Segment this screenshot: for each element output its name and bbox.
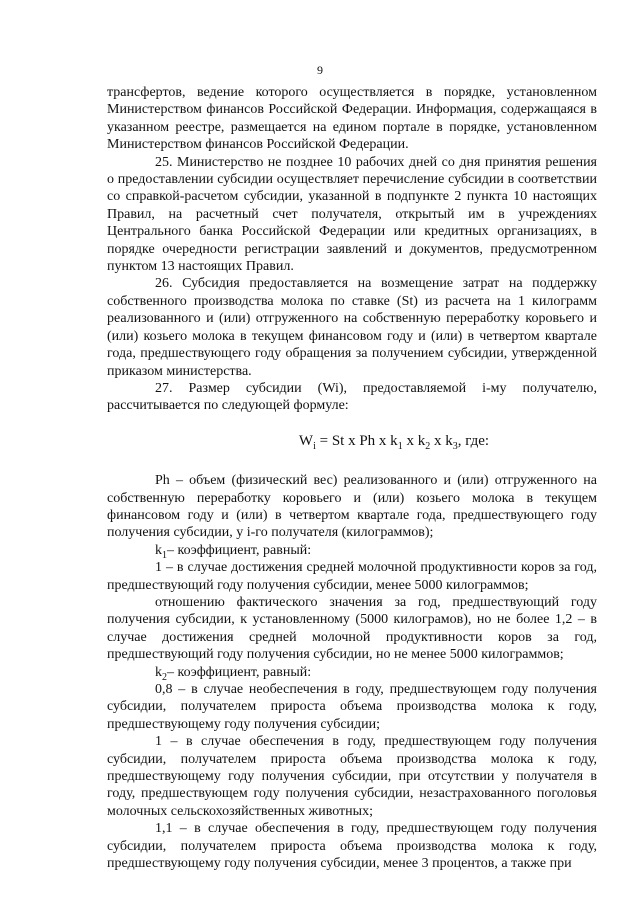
document-body [107, 84, 597, 872]
paragraph-continuation: трансфертов, ведение которого осуществляется в порядке, установленном Министерством финансов Российской Федерации. Информация, содержащаяся в указанном реестре, размещается на едином портале в порядке, установленном Министерством финансов Российской Федерации. [107, 85, 597, 153]
paragraph-k1-case-b: отношению фактического значения за год, предшествующий году получения субсидии, к установленному (5000 килограмов), но не более 1,2 – в случае достижения средней молочной продуктивности коров за год, предшествующий году получения субсидии, но не менее 5000 килограммов; [107, 594, 597, 663]
paragraph-k2-case-b: 1 – в случае обеспечения в году, предшествующем году получения субсидии, получателем прироста объема производства молока к году, предшествующему году получения субсидии, при отсутствии у получателя в году, предшествующем году получения субсидии, незастрахованного поголовья молочных сельскохозяйственных животных; [107, 734, 597, 819]
formula-w: W [298, 432, 314, 449]
k1-letter: k [155, 542, 162, 558]
k1-label-text: – коэффициент, равный: [167, 542, 312, 558]
paragraph-k1-case-a: 1 – в случае достижения средней молочной продуктивности коров за год, предшествующий году получения субсидии, менее 5000 килограммов; [107, 560, 597, 593]
paragraph-k2-case-a: 0,8 – в случае необеспечения в году, предшествующем году получения субсидии, получателем прироста объема производства молока к году, предшествующему году получения субсидии; [107, 682, 597, 732]
paragraph-k2-case-c: 1,1 – в случае обеспечения в году, предшествующем году получения субсидии, получателем прироста объема производства молока к году, предшествующему году получения субсидии, менее 3 процентов, а также при [107, 821, 597, 872]
paragraph-26: 26. Субсидия предоставляется на возмещение затрат на поддержку собственного производства молока по ставке (St) из расчета на 1 килограмм реализованного и (или) отгруженного на собственную переработку коровьего и (или) козьего молока в текущем финансовом году и (или) в четвертом квартале года, предшествующего году обращения за получением субсидии, утвержденной приказом министерства. [107, 276, 597, 379]
paragraph-27: 27. Размер субсидии (Wi), предоставляемой i-му получателю, рассчитывается по следующей формуле: [107, 380, 597, 414]
k2-letter: k [155, 664, 162, 680]
k2-label-text: – коэффициент, равный: [167, 664, 312, 680]
formula-tail: , где: [457, 432, 490, 449]
k2-sub: 2 [162, 671, 167, 683]
paragraph-k2-label [107, 664, 597, 681]
page-number: 9 [317, 63, 323, 77]
formula-x1: x k [402, 432, 426, 449]
formula-x2: x k [430, 432, 453, 449]
paragraph-k1-label [107, 542, 597, 559]
paragraph-25: 25. Министерство не позднее 10 рабочих дней со дня принятия решения о предоставлении субсидии осуществляет перечисление субсидии в соответствии со справкой-расчетом субсидии, указанной в подпункте 2 пункта 10 настоящих Правил, на расчетный счет получателя, открытый им в учреждениях Центрального банка Российской Федерации или кредитных организациях, в порядке очередности регистрации заявлений и документов, предусмотренном пунктом 13 настоящих Правил. [107, 154, 597, 275]
formula-body: = St x Ph x k [315, 432, 398, 449]
k1-sub: 1 [162, 549, 167, 561]
formula-k2-sub: 2 [425, 440, 431, 452]
formula-k3-sub: 3 [452, 440, 458, 452]
formula-k1-sub: 1 [397, 440, 403, 452]
formula-w-sub: i [313, 440, 316, 452]
subsidy-formula [107, 433, 597, 450]
paragraph-ph-definition: Ph – объем (физический вес) реализованного и (или) отгруженного на собственную переработку коровьего и (или) козьего молока в текущем финансовом году и (или) в четвертом квартале года, предшествующего году получения субсидии, у i-го получателя (килограммов); [107, 473, 597, 541]
